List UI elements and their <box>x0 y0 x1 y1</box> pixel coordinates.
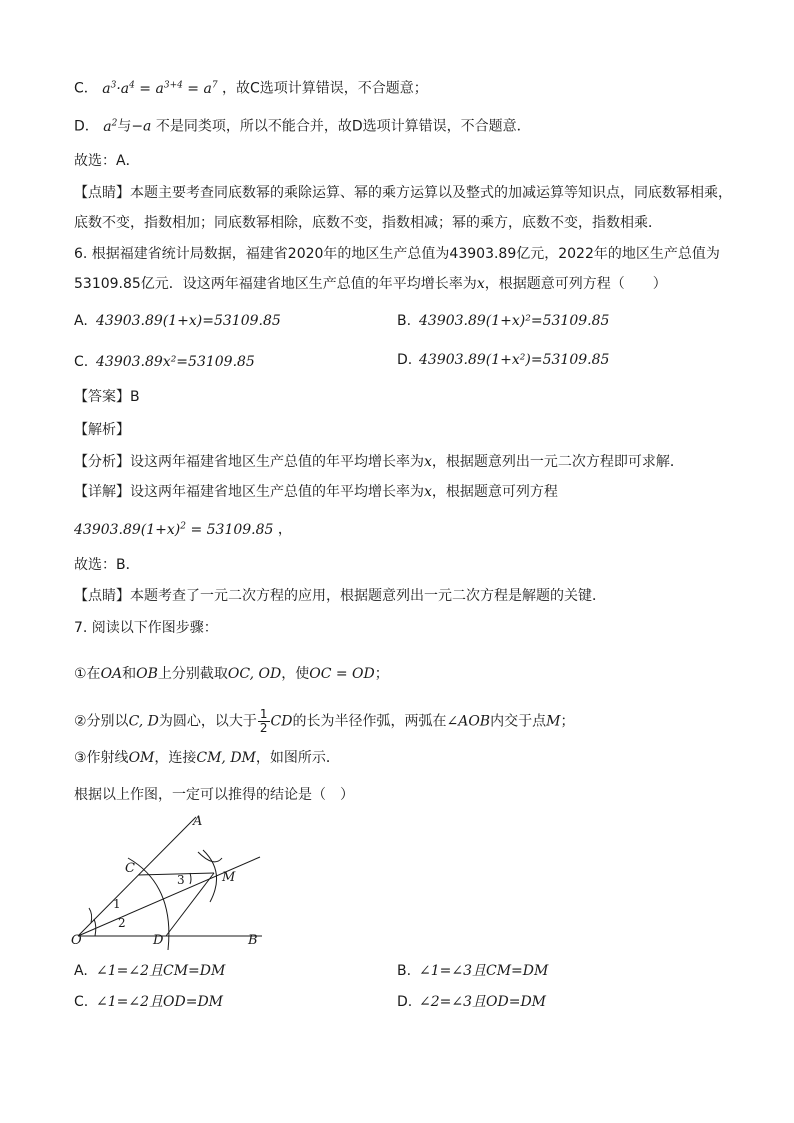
d-text: 不是同类项，所以不能合并，故D选项计算错误，不合题意． <box>155 118 531 135</box>
step-2 <box>74 708 574 735</box>
choose-a: 故选：A． <box>74 153 140 169</box>
eq-oc-od: OC = OD <box>309 666 375 682</box>
fenxi-a: 【分析】设这两年福建省地区生产总值的年平均增长率为 <box>74 454 424 470</box>
label-angle-3: 3 <box>177 873 185 887</box>
answer: 【答案】B <box>74 389 140 405</box>
q7-option-d[interactable] <box>397 992 546 1012</box>
step1-b: 和 <box>122 666 137 682</box>
c-formula: $a^3\cdot a^4 = a^{3+4} = a^7$ <box>102 80 218 97</box>
q6-var: x <box>476 276 485 292</box>
q6-option-c[interactable] <box>74 352 255 372</box>
question-6-line2 <box>74 274 667 294</box>
comment-2: 底数不变，指数相加；同底数幂相除，底数不变，指数相减；幂的乘方，底数不变，指数相乘． <box>74 215 662 231</box>
option-key: B. <box>397 963 412 979</box>
d-with: 与 <box>117 118 132 135</box>
step-3 <box>74 748 340 768</box>
label-a: A <box>193 814 203 829</box>
xiangjie-var: x <box>424 484 432 500</box>
option-text: 43903.89(1+x²)=53109.85 <box>419 352 610 368</box>
choose-b: 故选：B． <box>74 557 140 573</box>
q7-option-a[interactable] <box>74 961 225 981</box>
ray-om: OM <box>128 750 155 766</box>
option-key: C. <box>74 994 89 1010</box>
half-fraction: $\frac{1}{2}$ <box>259 707 268 735</box>
label-m: M <box>222 870 236 885</box>
step1-a: ①在 <box>74 666 101 682</box>
c-prefix: C． <box>74 80 98 97</box>
label-d: D <box>153 933 164 948</box>
c-text: ，故C选项计算错误，不合题意； <box>222 80 428 97</box>
step1-c: 上分别截取 <box>157 666 228 682</box>
label-b: B <box>248 933 258 948</box>
q6-option-d[interactable] <box>397 350 609 370</box>
arc-from-d <box>198 852 222 862</box>
step2-d: 内交于点 <box>490 713 547 730</box>
d-prefix: D． <box>74 118 99 135</box>
seg-oc-od: OC, OD <box>227 666 282 682</box>
option-key: A. <box>74 963 88 979</box>
option-text: 43903.89x²=53109.85 <box>96 354 255 370</box>
step2-a: ②分别以 <box>74 713 129 730</box>
step1-d: ，使 <box>281 666 310 682</box>
fenxi-var: x <box>424 454 432 470</box>
option-text: ∠2=∠3且OD=DM <box>419 994 546 1010</box>
option-text: ∠1=∠3且CM=DM <box>419 963 549 979</box>
d-term-1: $a^2$ <box>103 118 118 135</box>
xiangjie-a: 【详解】设这两年福建省地区生产总值的年平均增长率为 <box>74 484 424 500</box>
option-key: B. <box>397 313 412 329</box>
angle-aob: ∠AOB <box>446 713 491 730</box>
d-term-2: −a <box>131 118 152 135</box>
option-text: 43903.89(1+x)=53109.85 <box>96 313 281 329</box>
step2-c: 的长为半径作弧，两弧在 <box>292 713 447 730</box>
step3-a: ③作射线 <box>74 750 129 766</box>
option-text: ∠1=∠2且OD=DM <box>96 994 223 1010</box>
option-key: C. <box>74 354 89 370</box>
q6-option-b[interactable] <box>397 311 609 331</box>
option-text: ∠1=∠2且CM=DM <box>96 963 226 979</box>
angle-arc-1 <box>89 908 92 923</box>
q6-option-a[interactable] <box>74 311 281 331</box>
xiangjie-b: ，根据题意可列方程 <box>431 484 558 500</box>
seg-dm-line <box>166 873 214 936</box>
question-6-line1: 6. 根据福建省统计局数据，福建省2020年的地区生产总值为43903.89亿元，2022年的地区生产总值为 <box>74 246 720 262</box>
step-1 <box>74 664 389 684</box>
label-o: O <box>71 933 82 948</box>
step2-b: 为圆心，以大于 <box>158 713 257 730</box>
point-m: M <box>546 713 561 730</box>
fenxi <box>74 452 684 472</box>
seg-cd: CD <box>270 713 293 730</box>
step3-b: ，连接 <box>154 750 197 766</box>
comment-1: 【点睛】本题主要考查同底数幂的乘除运算、幂的乘方运算以及整式的加减运算等知识点，同底数幂相乘， <box>74 185 732 201</box>
angle-arc-2 <box>94 919 96 936</box>
q6-text-b: ，根据题意可列方程（ ） <box>484 276 667 292</box>
q6-text-a: 53109.85亿元．设这两年福建省地区生产总值的年平均增长率为 <box>74 276 477 292</box>
ray-oa: OA <box>100 666 123 682</box>
construction-figure <box>60 805 280 950</box>
analysis-heading: 【解析】 <box>74 422 130 438</box>
fenxi-b: ，根据题意列出一元二次方程即可求解． <box>431 454 684 470</box>
option-text: 43903.89(1+x)²=53109.85 <box>419 313 610 329</box>
step1-e: ； <box>374 666 389 682</box>
angle-arc-3 <box>190 873 191 884</box>
option-key: A. <box>74 313 88 329</box>
label-c: C <box>125 861 135 876</box>
equation: $43903.89(1+x)^2 = 53109.85$ <box>74 521 274 538</box>
label-angle-1: 1 <box>113 897 121 911</box>
question-7: 7. 阅读以下作图步骤： <box>74 620 218 636</box>
line-c <box>74 75 428 99</box>
q7-option-c[interactable] <box>74 992 223 1012</box>
step2-e: ； <box>560 713 575 730</box>
comment-3: 【点睛】本题考查了一元二次方程的应用，根据题意列出一元二次方程是解题的关键． <box>74 588 606 604</box>
option-key: D. <box>397 352 413 368</box>
option-key: D. <box>397 994 413 1010</box>
solution-equation: $43903.89(1+x)^2 = 53109.85$ ， <box>74 521 292 538</box>
q7-option-b[interactable] <box>397 961 548 981</box>
line-d <box>74 113 531 137</box>
question-7-ask: 根据以上作图，一定可以推得的结论是（ ） <box>74 787 354 803</box>
points-cd: C, D <box>128 713 159 730</box>
ray-ob: OB <box>136 666 158 682</box>
label-angle-2: 2 <box>118 916 126 930</box>
xiangjie <box>74 482 558 502</box>
step3-c: ，如图所示． <box>255 750 340 766</box>
seg-cm-dm: CM, DM <box>196 750 256 766</box>
